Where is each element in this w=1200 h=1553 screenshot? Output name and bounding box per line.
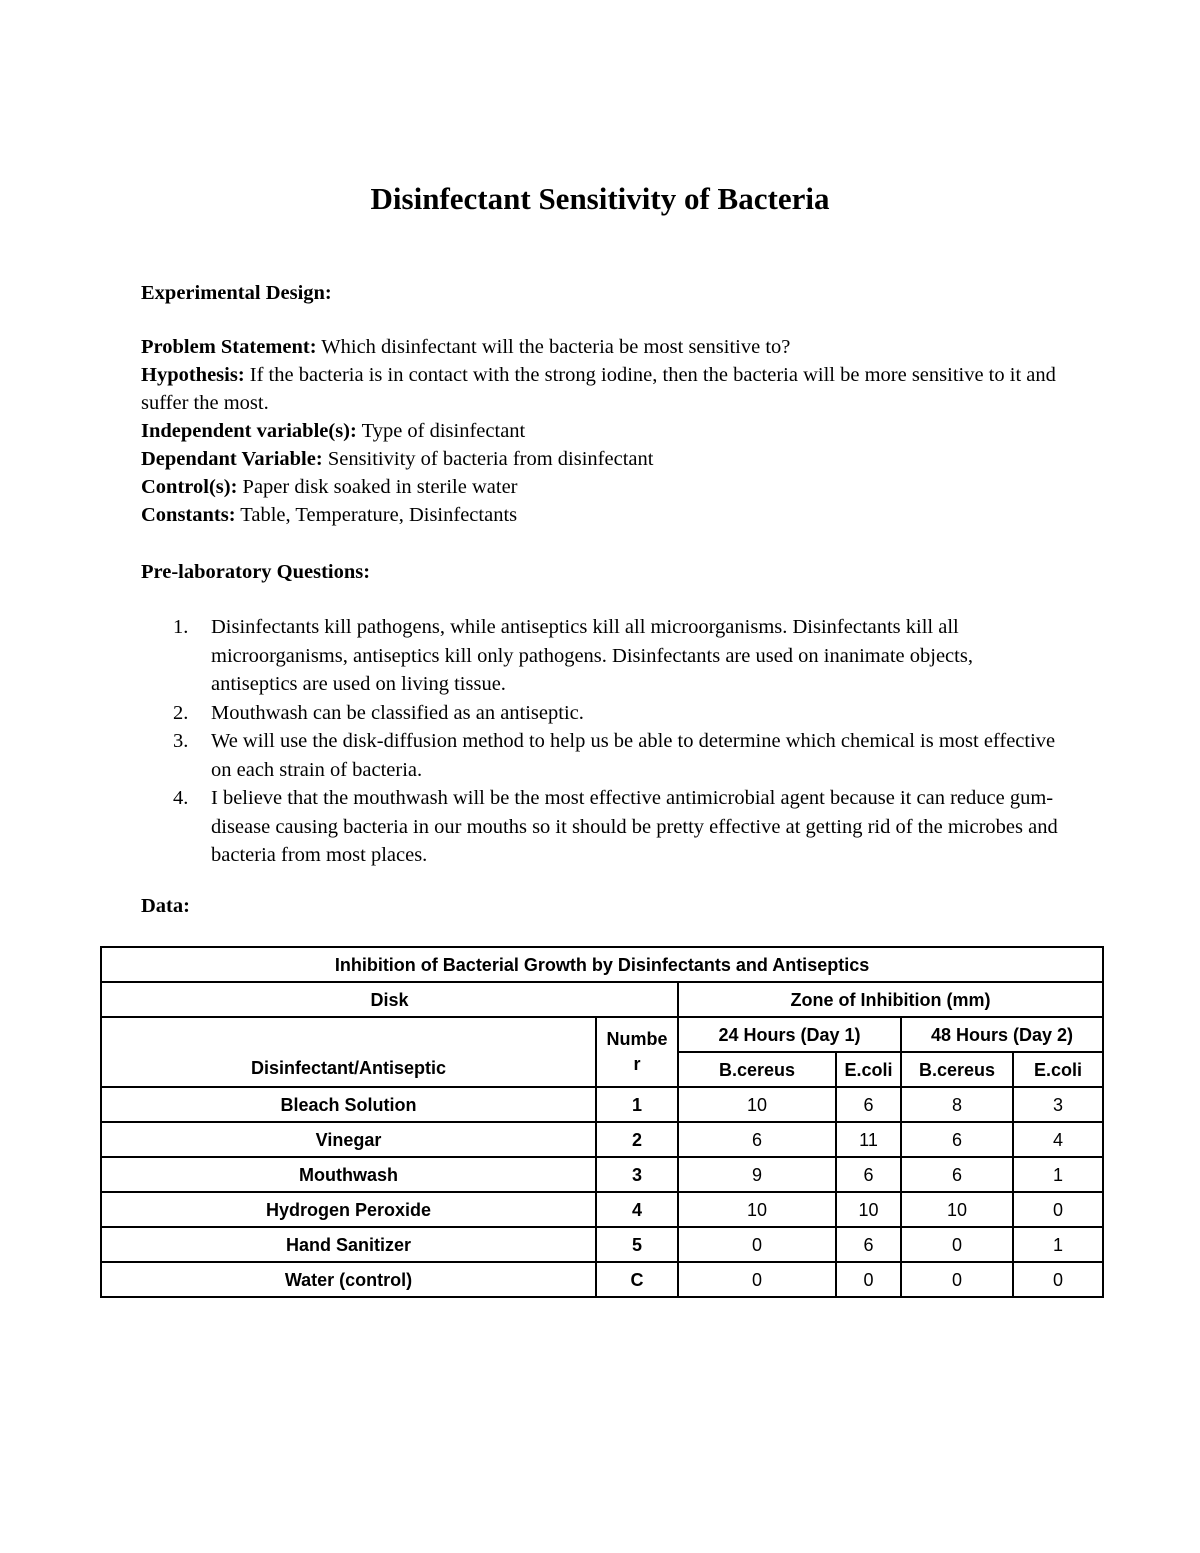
table-row <box>101 1122 1103 1157</box>
agent-name: Water (control) <box>101 1262 596 1297</box>
dependent-variable <box>141 445 1061 473</box>
constants <box>141 501 1061 529</box>
constants-text: Table, Temperature, Disinfectants <box>235 504 518 526</box>
hypothesis <box>141 361 1061 417</box>
value-cell: 0 <box>1013 1192 1103 1227</box>
value-cell: 10 <box>901 1192 1013 1227</box>
value-cell: 6 <box>836 1087 901 1122</box>
zone-of-inhibition-header: Zone of Inhibition (mm) <box>678 982 1103 1017</box>
day1-header: 24 Hours (Day 1) <box>678 1017 901 1052</box>
question-text: Disinfectants kill pathogens, while antiseptics kill all microorganisms. Disinfectants kill all microorganisms, antiseptics kill only pathogens. Disinfectants are used on inanimate objects, antiseptics are used on living tissue. <box>211 616 973 695</box>
value-cell: 10 <box>836 1192 901 1227</box>
controls <box>141 473 1061 501</box>
question-text: We will use the disk-diffusion method to help us be able to determine which chemical is most effective on each strain of bacteria. <box>211 730 1056 781</box>
problem-statement <box>141 333 1061 361</box>
value-cell: 0 <box>901 1262 1013 1297</box>
table-row <box>101 1192 1103 1227</box>
agent-name: Hydrogen Peroxide <box>101 1192 596 1227</box>
table-day-header-row <box>101 1017 1103 1052</box>
value-cell: 6 <box>836 1157 901 1192</box>
agent-name: Bleach Solution <box>101 1087 596 1122</box>
problem-statement-label: Problem Statement: <box>141 336 317 358</box>
question-item <box>141 784 1061 870</box>
agent-number: 2 <box>596 1122 678 1157</box>
disk-header: Disk <box>101 982 678 1017</box>
value-cell: 10 <box>678 1087 836 1122</box>
question-item <box>141 727 1061 784</box>
organism-header: B.cereus <box>901 1052 1013 1087</box>
table-caption-row <box>101 947 1103 982</box>
dependent-variable-text: Sensitivity of bacteria from disinfectant <box>322 448 654 470</box>
agent-number: 4 <box>596 1192 678 1227</box>
independent-variable <box>141 417 1061 445</box>
value-cell: 0 <box>1013 1262 1103 1297</box>
question-item <box>141 699 1061 728</box>
table-group-header-row <box>101 982 1103 1017</box>
controls-label: Control(s): <box>141 476 238 498</box>
constants-label: Constants: <box>141 504 236 526</box>
question-number: 2. <box>173 701 189 724</box>
independent-variable-text: Type of disinfectant <box>356 420 526 442</box>
agent-number: 1 <box>596 1087 678 1122</box>
agent-name: Mouthwash <box>101 1157 596 1192</box>
value-cell: 0 <box>836 1262 901 1297</box>
value-cell: 11 <box>836 1122 901 1157</box>
question-number: 3. <box>173 730 189 752</box>
table-row <box>101 1087 1103 1122</box>
problem-statement-text: Which disinfectant will the bacteria be most sensitive to? <box>316 336 791 358</box>
agent-number: 5 <box>596 1227 678 1262</box>
value-cell: 0 <box>678 1227 836 1262</box>
value-cell: 8 <box>901 1087 1013 1122</box>
organism-header: E.coli <box>836 1052 901 1087</box>
value-cell: 6 <box>901 1122 1013 1157</box>
number-column-header <box>596 1017 678 1087</box>
value-cell: 9 <box>678 1157 836 1192</box>
organism-header: B.cereus <box>678 1052 836 1087</box>
data-heading: Data: <box>141 895 190 917</box>
controls-text: Paper disk soaked in sterile water <box>237 476 518 498</box>
value-cell: 1 <box>1013 1157 1103 1192</box>
table-caption: Inhibition of Bacterial Growth by Disinfectants and Antiseptics <box>101 947 1103 982</box>
agent-number: C <box>596 1262 678 1297</box>
value-cell: 1 <box>1013 1227 1103 1262</box>
question-text: I believe that the mouthwash will be the most effective antimicrobial agent because it can reduce gum-disease causing bacteria in our mouths so it should be pretty effective at getting rid of the microbes and bacteria from most places. <box>211 787 1058 866</box>
value-cell: 6 <box>678 1122 836 1157</box>
agent-number: 3 <box>596 1157 678 1192</box>
value-cell: 4 <box>1013 1122 1103 1157</box>
dependent-variable-label: Dependant Variable: <box>141 448 323 470</box>
number-header-line2: r <box>633 1054 641 1074</box>
value-cell: 3 <box>1013 1087 1103 1122</box>
prelab-questions-heading: Pre-laboratory Questions: <box>141 561 371 583</box>
agent-column-header: Disinfectant/Antiseptic <box>101 1017 596 1087</box>
agent-name: Vinegar <box>101 1122 596 1157</box>
table-row <box>101 1157 1103 1192</box>
value-cell: 0 <box>678 1262 836 1297</box>
independent-variable-label: Independent variable(s): <box>141 420 357 442</box>
table-row <box>101 1262 1103 1297</box>
table-row <box>101 1227 1103 1262</box>
hypothesis-label: Hypothesis: <box>141 364 245 386</box>
day2-header: 48 Hours (Day 2) <box>901 1017 1103 1052</box>
document-title: Disinfectant Sensitivity of Bacteria <box>370 181 830 216</box>
prelab-questions-list <box>141 613 1061 870</box>
number-header-line1: Numbe <box>606 1029 668 1049</box>
question-text: Mouthwash can be classified as an antiseptic. <box>211 701 584 724</box>
value-cell: 0 <box>901 1227 1013 1262</box>
value-cell: 6 <box>901 1157 1013 1192</box>
question-item <box>141 613 1061 699</box>
value-cell: 10 <box>678 1192 836 1227</box>
experimental-design-heading: Experimental Design: <box>141 282 332 304</box>
question-number: 1. <box>173 616 189 638</box>
hypothesis-text: If the bacteria is in contact with the strong iodine, then the bacteria will be more sensitive to it and suffer the most. <box>141 364 1056 414</box>
agent-name: Hand Sanitizer <box>101 1227 596 1262</box>
inhibition-data-table <box>100 946 1104 1298</box>
question-number: 4. <box>173 787 189 809</box>
organism-header: E.coli <box>1013 1052 1103 1087</box>
experimental-design-list <box>141 333 1061 529</box>
value-cell: 6 <box>836 1227 901 1262</box>
